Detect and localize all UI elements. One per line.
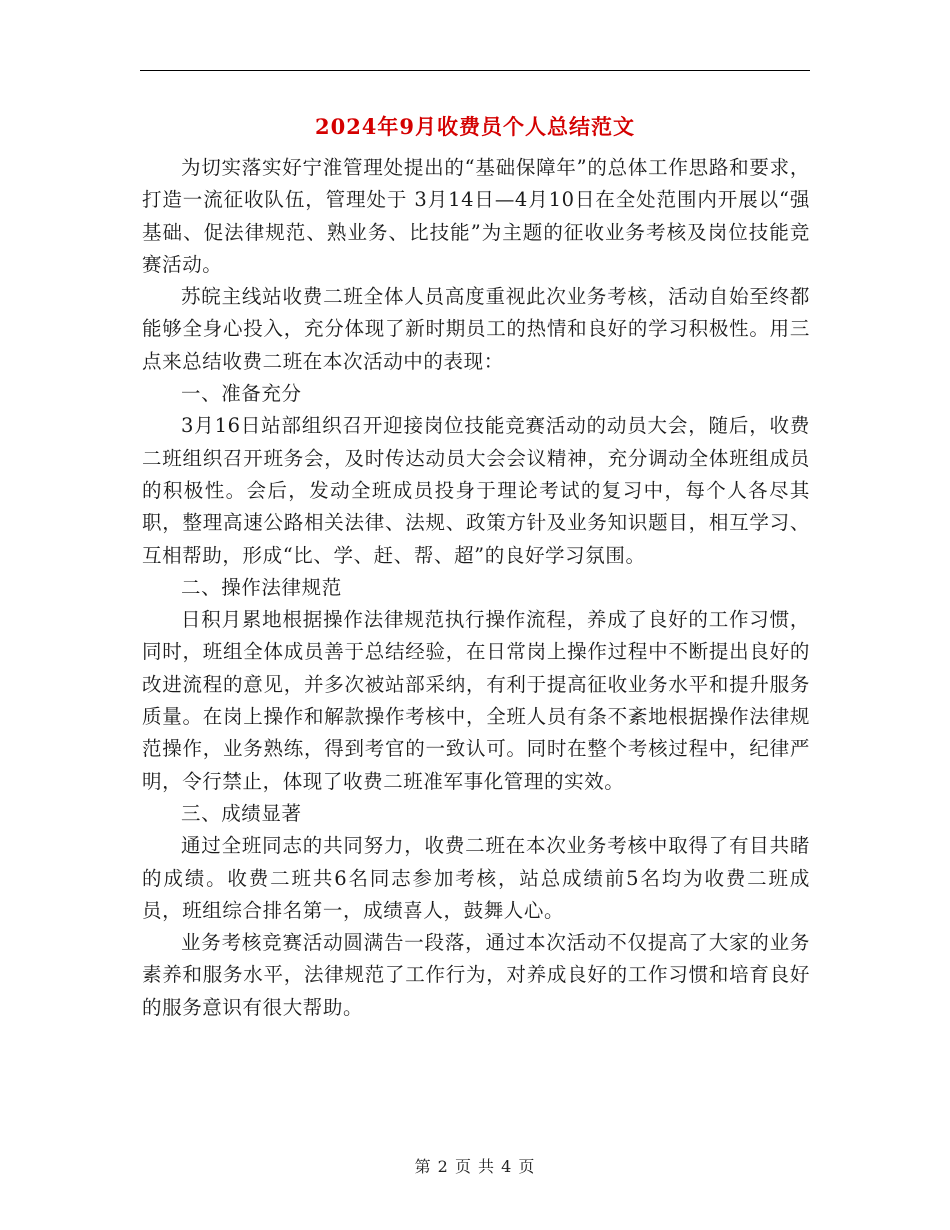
- page-footer: 第 2 页 共 4 页: [414, 1157, 536, 1176]
- section-heading-results: 三、成绩显著: [181, 801, 302, 825]
- paragraph-results: 通过全班同志的共同努力，收费二班在本次业务考核中取得了有目共睹的成绩。收费二班共6名同志参加考核，站总成绩前5名均为收费二班成员，班组综合排名第一，成绩喜人，鼓舞人心。: [142, 834, 810, 922]
- paragraph-preparation: 3月16日站部组织召开迎接岗位技能竞赛活动的动员大会，随后，收费二班组织召开班务会，及时传达动员大会会议精神，充分调动全体班组成员的积极性。会后，发动全班成员投身于理论考试的复习中，每个人各尽其职，整理高速公路相关法律、法规、政策方针及业务知识题目，相互学习、互相帮助，形成“比、学、赶、帮、超”的良好学习氛围。: [142, 414, 810, 567]
- header-rule: [140, 70, 810, 71]
- paragraph-conclusion: 业务考核竞赛活动圆满告一段落，通过本次活动不仅提高了大家的业务素养和服务水平，法律规范了工作行为，对养成良好的工作习惯和培育良好的服务意识有很大帮助。: [142, 931, 810, 1019]
- document-title: 2024年9月收费员个人总结范文: [314, 114, 636, 139]
- section-heading-operation: 二、操作法律规范: [181, 575, 342, 599]
- document-body: [142, 152, 810, 1024]
- paragraph-operation: 日积月累地根据操作法律规范执行操作流程，养成了良好的工作习惯，同时，班组全体成员善于总结经验，在日常岗上操作过程中不断提出良好的改进流程的意见，并多次被站部采纳，有利于提高征收业务水平和提升服务质量。在岗上操作和解款操作考核中，全班人员有条不紊地根据操作法律规范操作，业务熟练，得到考官的一致认可。同时在整个考核过程中，纪律严明，令行禁止，体现了收费二班准军事化管理的实效。: [142, 608, 810, 793]
- paragraph-overview: 苏皖主线站收费二班全体人员高度重视此次业务考核，活动自始至终都能够全身心投入，充分体现了新时期员工的热情和良好的学习积极性。用三点来总结收费二班在本次活动中的表现：: [142, 285, 810, 373]
- paragraph-intro: 为切实落实好宁淮管理处提出的“基础保障年”的总体工作思路和要求，打造一流征收队伍，管理处于 3月14日—4月10日在全处范围内开展以“强基础、促法律规范、熟业务、比技能”为主题的征收业务考核及岗位技能竞赛活动。: [142, 156, 810, 276]
- section-heading-preparation: 一、准备充分: [181, 382, 302, 406]
